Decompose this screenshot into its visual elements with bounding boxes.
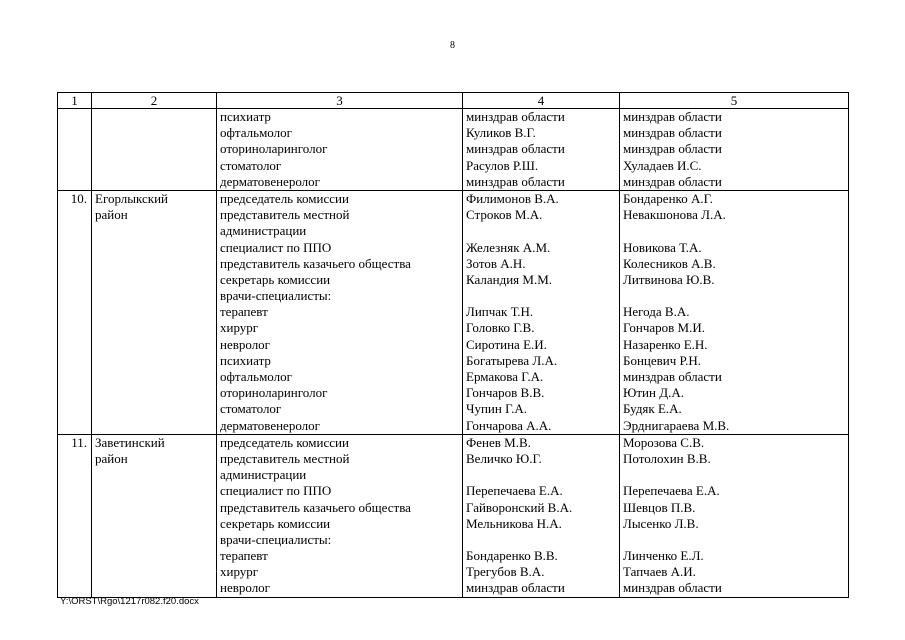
- role-line: специалист по ППО: [220, 483, 332, 499]
- reserve-name: Колесников А.В.: [623, 255, 716, 271]
- reserve-cell: [620, 109, 849, 191]
- reserve-name: минздрав области: [623, 125, 722, 141]
- role-cell: [217, 109, 463, 191]
- reserve-name: Невакшонова Л.А.: [623, 207, 726, 223]
- reserve-name: Ютин Д.А.: [623, 385, 684, 401]
- role-line: специалист по ППО: [220, 239, 332, 255]
- reserve-name: Лысенко Л.В.: [623, 515, 699, 531]
- reserve-name: Негода В.А.: [623, 304, 690, 320]
- header-cell: 3: [217, 93, 463, 109]
- member-name: Трегубов В.А.: [466, 564, 545, 580]
- role-line: представитель местной: [220, 207, 350, 223]
- role-line: невролог: [220, 336, 271, 352]
- member-name: Головко Г.В.: [466, 320, 535, 336]
- district-line: Егорлыкский: [95, 190, 168, 206]
- role-line: администрации: [220, 223, 307, 239]
- member-name: минздрав области: [466, 580, 565, 596]
- member-name: Величко Ю.Г.: [466, 450, 542, 466]
- member-name: Ермакова Г.А.: [466, 369, 544, 384]
- member-name: Чупин Г.А.: [466, 401, 528, 417]
- member-name: Сиротина Е.И.: [466, 336, 547, 352]
- member-name: минздрав области: [466, 141, 565, 157]
- role-cell: [217, 434, 463, 597]
- member-name: Железняк А.М.: [466, 239, 551, 255]
- role-line: секретарь комиссии: [220, 515, 331, 531]
- file-path: Y:\ORST\Rgo\1217r082.f20.docx: [60, 596, 199, 607]
- table-row: [58, 109, 849, 191]
- member-name: Богатырева Л.А.: [466, 352, 558, 368]
- member-name: [466, 288, 616, 304]
- district-cell: [92, 434, 217, 597]
- reserve-name: Линченко Е.Л.: [623, 548, 704, 564]
- role-line: стоматолог: [220, 401, 282, 417]
- member-name: [466, 532, 616, 548]
- role-line: хирург: [220, 320, 259, 336]
- reserve-name: Назаренко Е.Н.: [623, 336, 708, 352]
- district-line: район: [95, 207, 128, 223]
- member-name: Филимонов В.А.: [466, 190, 559, 206]
- role-line: представитель казачьего общества: [220, 255, 411, 271]
- reserve-cell: [620, 190, 849, 434]
- member-name: минздрав области: [466, 109, 565, 124]
- role-line: председатель комиссии: [220, 434, 349, 450]
- member-name: Перепечаева Е.А.: [466, 483, 563, 499]
- member-cell: [463, 434, 620, 597]
- header-cell: 5: [620, 93, 849, 109]
- member-name: [466, 223, 616, 239]
- member-name: Фенев М.В.: [466, 434, 531, 450]
- member-name: [466, 467, 616, 483]
- role-line: представитель казачьего общества: [220, 499, 411, 515]
- commission-table: [57, 92, 849, 598]
- role-line: оториноларинголог: [220, 385, 328, 401]
- role-line: офтальмолог: [220, 369, 292, 384]
- role-line: секретарь комиссии: [220, 271, 331, 287]
- reserve-name: минздрав области: [623, 580, 722, 596]
- reserve-name: [623, 288, 845, 304]
- role-line: председатель комиссии: [220, 190, 349, 206]
- header-cell: 4: [463, 93, 620, 109]
- reserve-name: [623, 532, 845, 548]
- table-row: [58, 190, 849, 434]
- member-name: Куликов В.Г.: [466, 125, 536, 141]
- member-cell: [463, 190, 620, 434]
- role-line: стоматолог: [220, 157, 282, 173]
- reserve-name: Гончаров М.И.: [623, 320, 705, 336]
- reserve-name: Перепечаева Е.А.: [623, 483, 720, 499]
- role-line: офтальмолог: [220, 125, 292, 141]
- member-name: Гончарова А.А.: [466, 417, 552, 433]
- reserve-name: минздрав области: [623, 173, 722, 189]
- reserve-name: минздрав области: [623, 141, 722, 157]
- district-cell: [92, 109, 217, 191]
- role-line: терапевт: [220, 548, 268, 564]
- role-line: психиатр: [220, 352, 271, 368]
- district-line: район: [95, 450, 128, 466]
- reserve-name: Бонцевич Р.Н.: [623, 352, 702, 368]
- reserve-name: [623, 467, 845, 483]
- role-line: психиатр: [220, 109, 271, 124]
- member-name: Зотов А.Н.: [466, 255, 526, 271]
- reserve-cell: [620, 434, 849, 597]
- reserve-name: минздрав области: [623, 369, 722, 384]
- role-line: оториноларинголог: [220, 141, 328, 157]
- header-cell: 1: [58, 93, 92, 109]
- member-name: минздрав области: [466, 173, 565, 189]
- table-body: [58, 109, 849, 598]
- role-cell: [217, 190, 463, 434]
- reserve-name: Потолохин В.В.: [623, 450, 711, 466]
- header-row: [58, 93, 849, 109]
- member-name: Гончаров В.В.: [466, 385, 545, 401]
- reserve-name: Морозова С.В.: [623, 434, 705, 450]
- district-cell: [92, 190, 217, 434]
- reserve-name: Тапчаев А.И.: [623, 564, 696, 580]
- header-cell: 2: [92, 93, 217, 109]
- role-line: дерматовенеролог: [220, 417, 320, 433]
- member-name: Гайворонский В.А.: [466, 499, 573, 515]
- member-name: Бондаренко В.В.: [466, 548, 558, 564]
- reserve-name: Хуладаев И.С.: [623, 157, 702, 173]
- reserve-name: [623, 223, 845, 239]
- page-number: 8: [450, 40, 455, 51]
- table-row: [58, 434, 849, 597]
- reserve-name: Литвинова Ю.В.: [623, 271, 715, 287]
- row-number-cell: 11.: [58, 434, 92, 597]
- reserve-name: Эрднигараева М.В.: [623, 417, 730, 433]
- role-line: администрации: [220, 467, 307, 483]
- reserve-name: Бондаренко А.Г.: [623, 190, 713, 206]
- row-number-cell: [58, 109, 92, 191]
- member-cell: [463, 109, 620, 191]
- member-name: Строков М.А.: [466, 207, 543, 223]
- reserve-name: минздрав области: [623, 109, 722, 124]
- district-line: Заветинский: [95, 434, 165, 450]
- role-line: врачи-специалисты:: [220, 531, 332, 547]
- role-line: терапевт: [220, 304, 268, 320]
- reserve-name: Новикова Т.А.: [623, 239, 702, 255]
- role-line: врачи-специалисты:: [220, 288, 332, 304]
- member-name: Мельникова Н.А.: [466, 515, 562, 531]
- reserve-name: Будяк Е.А.: [623, 401, 682, 417]
- role-line: хирург: [220, 564, 259, 580]
- member-name: Липчак Т.Н.: [466, 304, 534, 320]
- reserve-name: Шевцов П.В.: [623, 499, 696, 515]
- role-line: невролог: [220, 580, 271, 596]
- row-number-cell: 10.: [58, 190, 92, 434]
- member-name: Расулов Р.Ш.: [466, 157, 539, 173]
- role-line: дерматовенеролог: [220, 173, 320, 189]
- role-line: представитель местной: [220, 450, 350, 466]
- member-name: Каландия М.М.: [466, 271, 553, 287]
